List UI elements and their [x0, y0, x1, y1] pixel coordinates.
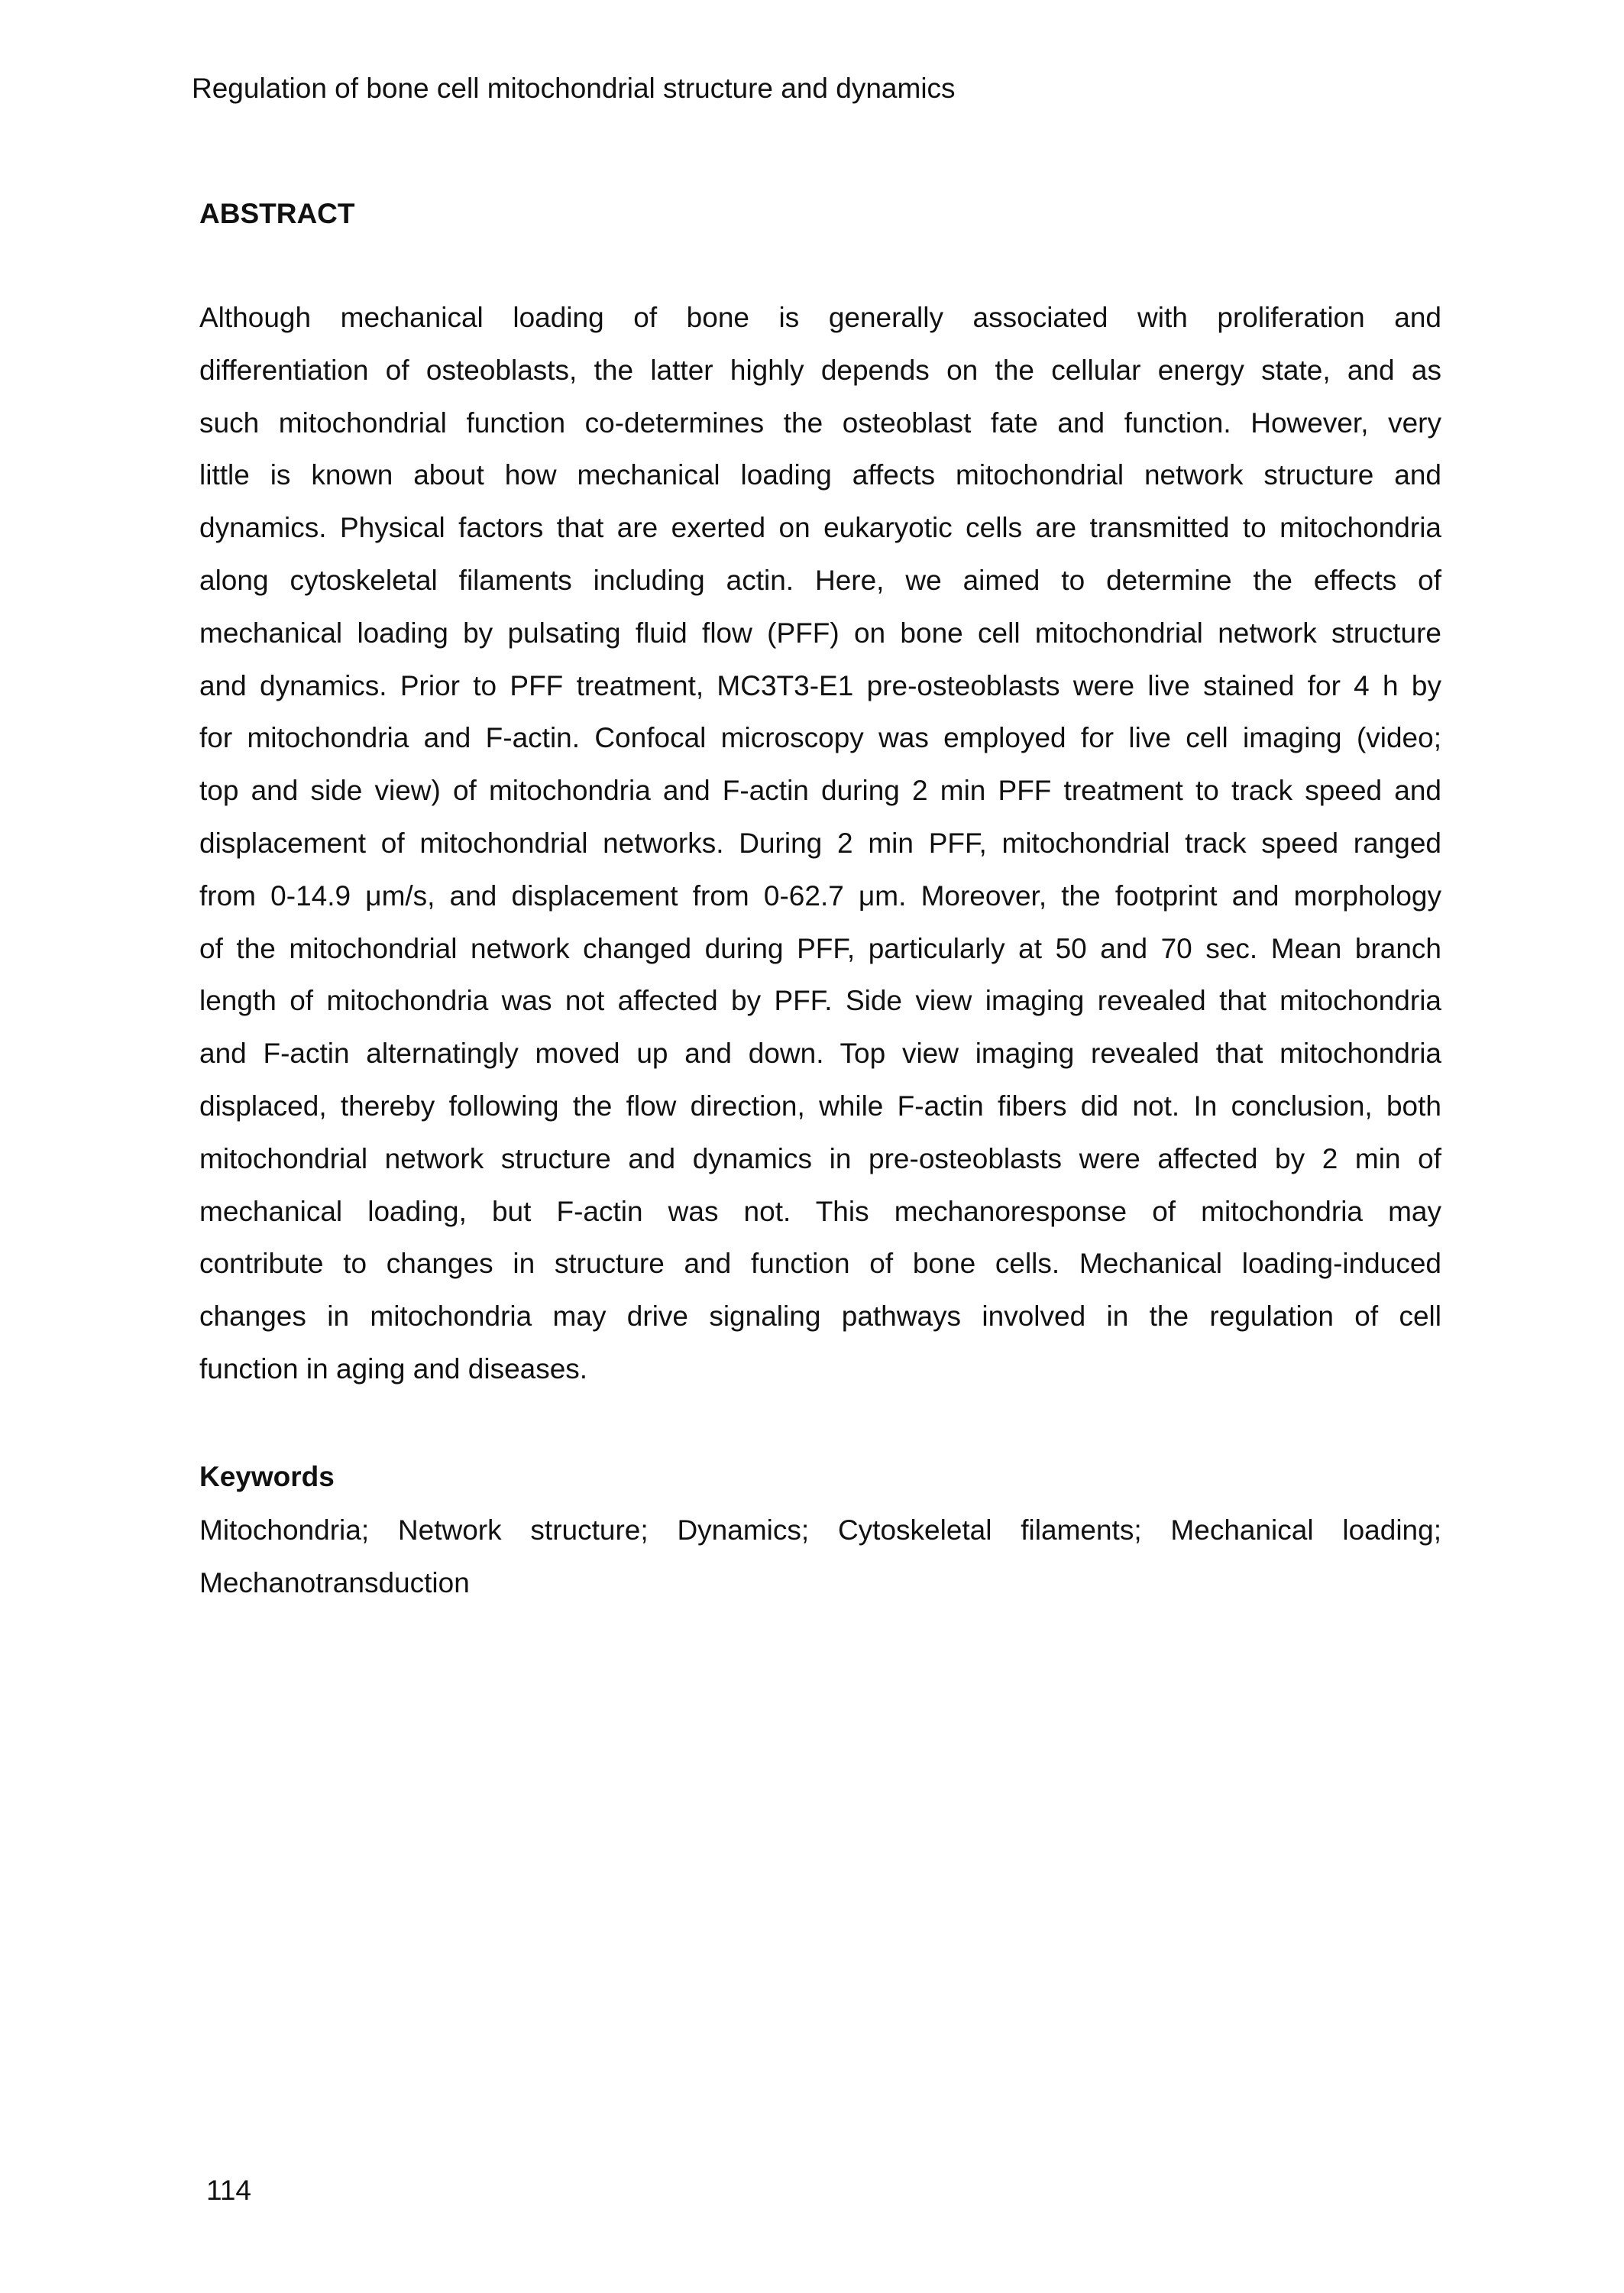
text-line: dynamics. Physical factors that are exerted on eukaryotic cells are transmitted to mitochondria — [199, 512, 1441, 544]
text-line: function in aging and diseases. — [199, 1352, 588, 1385]
running-head: Regulation of bone cell mitochondrial structure and dynamics — [192, 73, 956, 104]
text-line: Mitochondria; Network structure; Dynamics; Cytoskeletal filaments; Mechanical loading; — [199, 1514, 1441, 1546]
text-line: Mechanotransduction — [199, 1566, 470, 1598]
text-line: displacement of mitochondrial networks. During 2 min PFF, mitochondrial track speed ranged — [199, 827, 1441, 859]
text-line: mechanical loading, but F-actin was not. This mechanoresponse of mitochondria may — [199, 1195, 1441, 1227]
abstract-heading: ABSTRACT — [199, 198, 355, 229]
text-line: along cytoskeletal filaments including actin. Here, we aimed to determine the effects of — [199, 564, 1441, 596]
text-line: mechanical loading by pulsating fluid flow (PFF) on bone cell mitochondrial network structure — [199, 617, 1441, 649]
keywords-list — [199, 1504, 1441, 1610]
text-line: top and side view) of mitochondria and F-actin during 2 min PFF treatment to track speed and — [199, 775, 1441, 807]
keywords-heading: Keywords — [199, 1461, 335, 1492]
text-line: changes in mitochondria may drive signaling pathways involved in the regulation of cell — [199, 1300, 1441, 1333]
text-line: length of mitochondria was not affected by PFF. Side view imaging revealed that mitochondria — [199, 985, 1441, 1017]
abstract-paragraph — [199, 292, 1441, 1396]
text-line: and F-actin alternatingly moved up and down. Top view imaging revealed that mitochondria — [199, 1038, 1441, 1070]
text-line: and dynamics. Prior to PFF treatment, MC3T3-E1 pre-osteoblasts were live stained for 4 h by — [199, 669, 1441, 701]
text-line: from 0-14.9 μm/s, and displacement from 0-62.7 μm. Moreover, the footprint and morphology — [199, 879, 1441, 912]
page-number: 114 — [206, 2175, 251, 2206]
text-line: mitochondrial network structure and dynamics in pre-osteoblasts were affected by 2 min of — [199, 1142, 1441, 1174]
text-line: differentiation of osteoblasts, the latter highly depends on the cellular energy state, and as — [199, 354, 1441, 386]
text-line: Although mechanical loading of bone is generally associated with proliferation and — [199, 302, 1441, 333]
text-line: contribute to changes in structure and function of bone cells. Mechanical loading-induced — [199, 1248, 1441, 1280]
text-line: little is known about how mechanical loading affects mitochondrial network structure and — [199, 459, 1441, 491]
text-line: such mitochondrial function co-determines the osteoblast fate and function. However, very — [199, 406, 1441, 439]
text-line: displaced, thereby following the flow direction, while F-actin fibers did not. In conclusion, both — [199, 1090, 1441, 1122]
text-line: of the mitochondrial network changed during PFF, particularly at 50 and 70 sec. Mean branch — [199, 932, 1441, 964]
text-line: for mitochondria and F-actin. Confocal microscopy was employed for live cell imaging (video; — [199, 722, 1441, 754]
